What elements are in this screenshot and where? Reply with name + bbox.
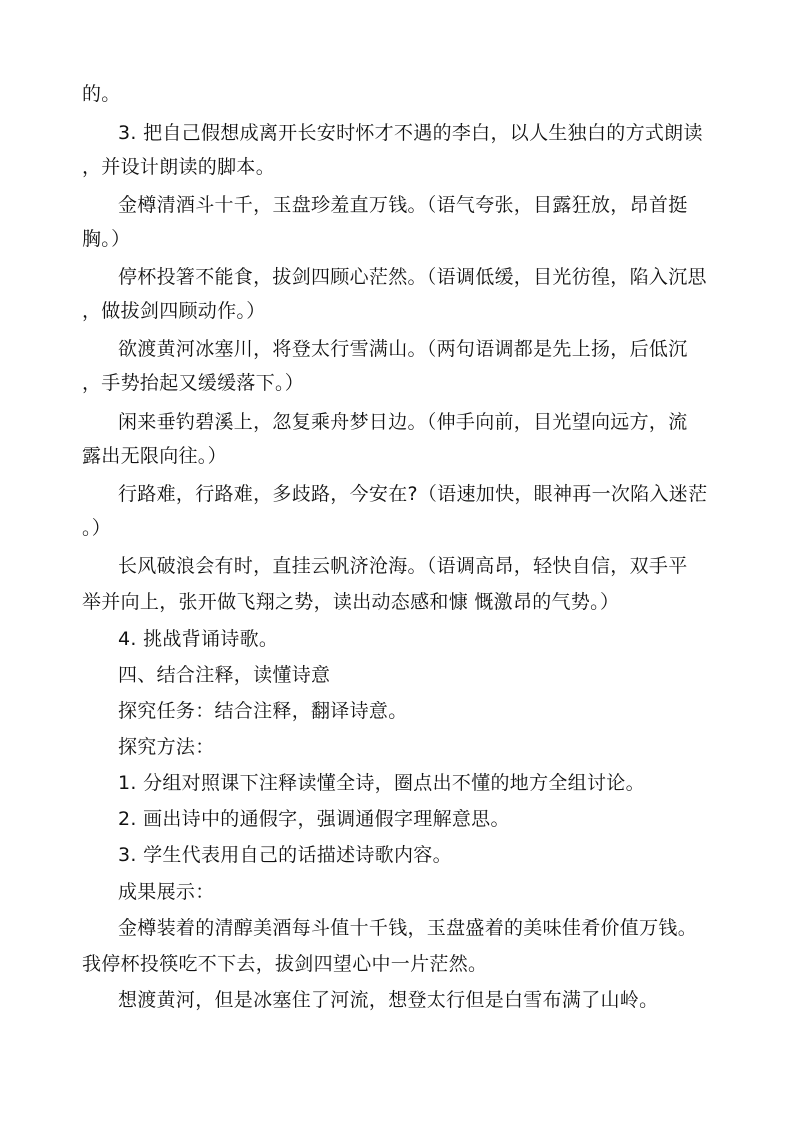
- text-line: 闲来垂钓碧溪上，忽复乘舟梦日边。（伸手向前，目光望向远方，流: [118, 411, 688, 433]
- text-line: 胸。）: [82, 228, 131, 250]
- text-line: 行路难，行路难，多歧路，今安在?（语速加快，眼神再一次陷入迷茫: [118, 483, 708, 505]
- text-line: 举并向上，张开做飞翔之势，读出动态感和慷 慨激昂的气势。）: [82, 591, 620, 613]
- text-line: 2. 画出诗中的通假字，强调通假字理解意思。: [118, 808, 510, 830]
- text-line: 的。: [82, 83, 121, 105]
- text-line: 想渡黄河，但是冰塞住了河流，想登太行但是白雪布满了山岭。: [118, 989, 659, 1011]
- text-line: 4. 挑战背诵诗歌。: [118, 628, 279, 650]
- text-line: 长风破浪会有时，直挂云帆济沧海。（语调高昂，轻快自信，双手平: [118, 555, 688, 577]
- text-line: 露出无限向往。）: [82, 445, 227, 467]
- text-line: 金樽清酒斗十千，玉盘珍羞直万钱。（语气夸张，目露狂放，昂首挺: [118, 194, 688, 216]
- text-line: 停杯投箸不能食，拔剑四顾心茫然。（语调低缓，目光彷徨，陷入沉思: [118, 266, 707, 288]
- text-line: 欲渡黄河冰塞川，将登太行雪满山。（两句语调都是先上扬，后低沉: [118, 338, 688, 360]
- text-line: 。）: [82, 517, 112, 539]
- text-line: 探究方法：: [118, 736, 215, 758]
- text-line: 1. 分组对照课下注释读懂全诗，圈点出不懂的地方全组讨论。: [118, 772, 645, 794]
- text-line: 3. 把自己假想成离开长安时怀才不遇的李白，以人生独白的方式朗读: [118, 122, 703, 144]
- text-line: ，并设计朗读的脚本。: [82, 156, 276, 178]
- text-line: 我停杯投筷吃不下去，拔剑四望心中一片茫然。: [82, 953, 488, 975]
- text-line: 金樽装着的清醇美酒每斗值十千钱，玉盘盛着的美味佳肴价值万钱。: [118, 917, 698, 939]
- text-line: 探究任务：结合注释，翻译诗意。: [118, 700, 408, 722]
- section-heading: 四、结合注释，读懂诗意: [118, 664, 331, 686]
- text-line: ，做拔剑四顾动作。）: [82, 300, 266, 322]
- text-line: 成果展示：: [118, 881, 215, 903]
- text-line: 3. 学生代表用自己的话描述诗歌内容。: [118, 844, 452, 866]
- text-line: ，手势抬起又缓缓落下。）: [82, 372, 305, 394]
